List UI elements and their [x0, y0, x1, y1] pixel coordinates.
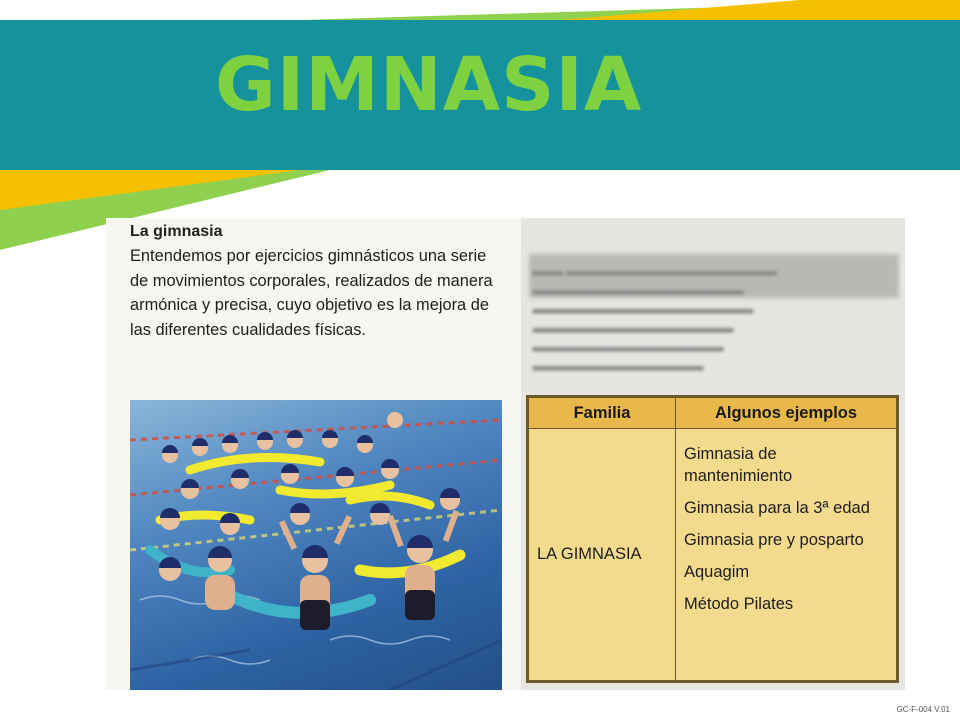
example-item: Gimnasia pre y posparto [684, 531, 864, 549]
table-cell-family: LA GIMNASIA [529, 429, 676, 681]
example-item: Gimnasia para la 3ª edad [684, 499, 870, 517]
box-heading: La gimnasia [130, 223, 223, 240]
table-header-family: Familia [529, 398, 676, 429]
table-cell-examples [676, 429, 897, 681]
aquagym-photo [130, 400, 502, 690]
example-item: Método Pilates [684, 595, 794, 613]
slide-title: GIMNASIA [215, 42, 643, 128]
textbook-scan [106, 218, 905, 690]
families-table [526, 395, 899, 683]
example-item: Aquagim [684, 563, 750, 581]
box-body-text: Entendemos por ejercicios gimnásticos una serie de movimientos corporales, realizados de manera armónica y precisa, cuyo objetivo es la mejora de las diferentes cualidades físicas. [130, 247, 493, 339]
table-header-examples: Algunos ejemplos [676, 398, 897, 429]
blurred-page-text: ▂▂▂ ▂▂▂▂▂▂▂▂▂▂▂▂▂▂▂▂▂▂▂▂▂ ▂▂▂▂▂▂▂▂▂▂▂▂▂▂▂▂▂▂▂▂▂ ▂▂▂▂▂▂▂▂▂▂▂▂▂▂▂▂▂▂▂▂▂▂ ▂▂▂▂▂▂▂▂▂▂▂▂▂▂▂▂▂▂▂▂ ▂▂▂▂▂▂▂▂▂▂▂▂▂▂▂▂▂▂▂ ▂▂▂▂▂▂▂▂▂▂▂▂▂▂▂▂▂ [533, 260, 777, 370]
aquagym-photo-illustration [130, 400, 502, 690]
example-item: Gimnasia de mantenimiento [684, 445, 793, 485]
footer-document-code: GC-F-004 V.01 [896, 705, 950, 714]
